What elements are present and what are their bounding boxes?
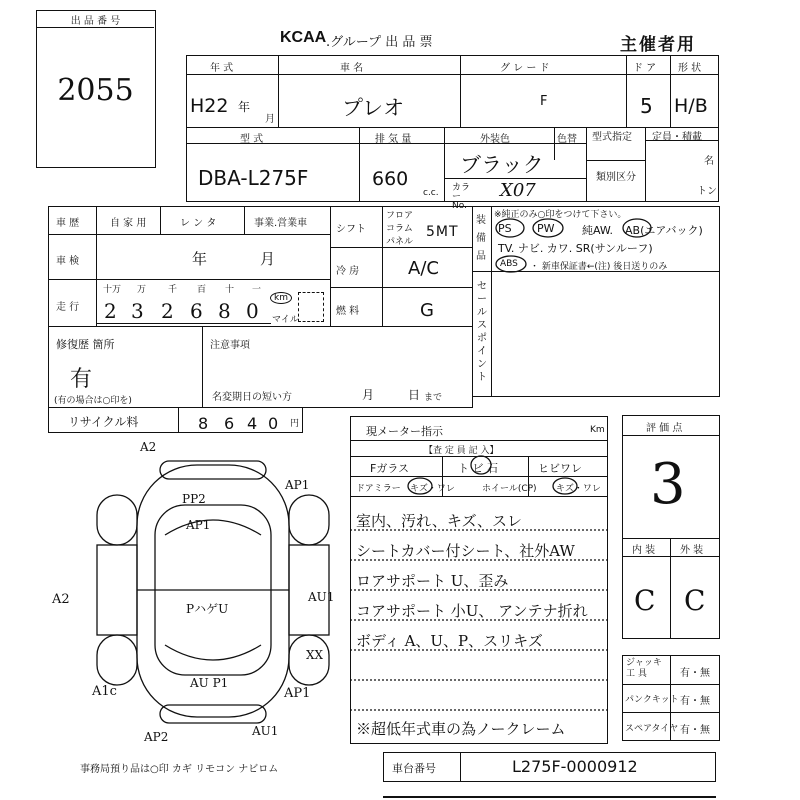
recycle-digit-3: 0 bbox=[268, 414, 279, 433]
shift-opt-column: コラム bbox=[386, 224, 413, 234]
shape-value: H/B bbox=[674, 95, 708, 117]
diagram-mark-13: AU1 bbox=[252, 724, 279, 738]
extra-puncture-label: パンクキット bbox=[625, 695, 679, 705]
shaken-year: 年 bbox=[192, 250, 208, 268]
chassis-value: L275F-0000912 bbox=[512, 757, 638, 776]
diagram-mark-5: A2 bbox=[52, 592, 70, 607]
brand-logo: KCAA bbox=[280, 29, 327, 46]
ac-value: A/C bbox=[408, 258, 439, 279]
doors-label: ド ア bbox=[633, 63, 657, 74]
fuel-label: 燃 料 bbox=[336, 306, 360, 317]
mileage-label: 走 行 bbox=[56, 302, 80, 313]
capacity-label: 定員・積載 bbox=[652, 132, 702, 143]
mileage-digit-0: 2 bbox=[104, 299, 117, 323]
chassis-label: 車台番号 bbox=[392, 762, 436, 775]
grade-label: グ レ ー ド bbox=[500, 63, 550, 74]
sales-point-label: セールスポイント bbox=[477, 281, 487, 383]
repair-label: 修復歴 箇所 bbox=[56, 338, 115, 351]
inspect-wheel: ホイール(CP) bbox=[482, 484, 537, 494]
diagram-mark-6: PハゲU bbox=[186, 602, 229, 616]
diagram-mark-1: A2 bbox=[140, 440, 157, 454]
mileage-unit-3: 百 bbox=[197, 285, 207, 295]
repair-note: (有の場合は○印を) bbox=[54, 396, 132, 406]
inspect-fglass: Fガラス bbox=[370, 462, 409, 475]
make-value: プレオ bbox=[342, 96, 405, 120]
equipment-note: ※純正のみ○印をつけて下さい。 bbox=[494, 210, 627, 220]
history-label: 車 歴 bbox=[56, 218, 80, 229]
mileage-digit-5: 0 bbox=[246, 299, 259, 323]
inspect-mirror-val: キズ・ワレ bbox=[410, 484, 455, 494]
extra-jack-label: ジャッキ 工 具 bbox=[626, 658, 662, 679]
organizer-label: 主催者用 bbox=[620, 35, 696, 55]
equip-line3: ・ 新車保証書←(注) 後日送りのみ bbox=[530, 262, 668, 272]
year-value: H22 bbox=[190, 95, 229, 117]
rename-month: 月 bbox=[362, 388, 375, 402]
recycle-label: リサイクル料 bbox=[68, 415, 139, 429]
diagram-mark-3: PP2 bbox=[182, 492, 206, 506]
class-label: 類別区分 bbox=[596, 172, 636, 183]
recycle-digit-2: 4 bbox=[247, 414, 258, 433]
color-no-label: カラー No. bbox=[452, 183, 471, 211]
history-opt-private: 自 家 用 bbox=[110, 218, 147, 229]
rename-day: 日 bbox=[408, 388, 421, 402]
mileage-digit-2: 2 bbox=[161, 299, 174, 323]
year-unit: 年 bbox=[238, 100, 251, 114]
recycle-digit-0: 8 bbox=[198, 414, 209, 433]
diagram-mark-7: AU1 bbox=[308, 590, 335, 604]
notes-label: 注意事項 bbox=[210, 340, 250, 351]
lot-number: 2055 bbox=[57, 73, 134, 108]
diagram-mark-12: AP2 bbox=[144, 730, 169, 744]
shaken-label: 車 検 bbox=[56, 256, 80, 267]
mile-unit: マイル bbox=[272, 315, 299, 325]
history-opt-business: 事業.営業車 bbox=[254, 218, 308, 229]
diagram-mark-9: AU P1 bbox=[190, 676, 229, 690]
inspect-title: 【査 定 員 記 入】 bbox=[424, 446, 499, 456]
equip-pw: PW bbox=[537, 222, 555, 235]
color-value: ブラック bbox=[460, 153, 544, 177]
remark-1: 室内、汚れ、キズ、スレ bbox=[356, 512, 523, 530]
score-label: 評 価 点 bbox=[646, 423, 683, 434]
doors-value: 5 bbox=[640, 94, 653, 118]
remark-footer: ※超低年式車の為ノークレーム bbox=[356, 720, 566, 738]
mileage-digit-1: 3 bbox=[131, 299, 144, 323]
form-title: .グループ 出 品 票 bbox=[326, 35, 433, 50]
mileage-unit-0: 十万 bbox=[103, 285, 122, 295]
sales-point-block bbox=[472, 271, 720, 397]
inspect-wheel-val: キズ・ワレ bbox=[556, 484, 601, 494]
extra-puncture-value: 有・無 bbox=[680, 696, 710, 707]
exterior-label: 外 装 bbox=[680, 545, 704, 556]
equip-abs: ABS bbox=[500, 259, 518, 269]
remark-4: コアサポート 小U、 アンテナ折れ bbox=[356, 602, 588, 620]
interior-label: 内 装 bbox=[632, 545, 656, 556]
capacity-unit-persons: 名 bbox=[704, 156, 714, 167]
fuel-value: G bbox=[420, 300, 434, 321]
shift-opt-panel: パネル bbox=[386, 237, 414, 247]
color-label: 外装色 bbox=[480, 134, 510, 145]
equip-ab: AB(エアバック) bbox=[625, 224, 703, 237]
diagram-mark-4: AP1 bbox=[186, 518, 211, 532]
rename-label: 名変期日の短い方 bbox=[212, 392, 292, 403]
year-label: 年 式 bbox=[210, 63, 234, 74]
diagram-mark-8: XX bbox=[306, 648, 324, 662]
shaken-month: 月 bbox=[260, 250, 276, 268]
shape-label: 形 状 bbox=[678, 63, 702, 74]
diagram-mark-10: A1c bbox=[92, 684, 117, 699]
remark-2: シートカバー付シート、社外AW bbox=[356, 542, 575, 560]
shift-value: 5MT bbox=[426, 224, 459, 240]
displacement-value: 660 bbox=[372, 168, 409, 190]
diagram-mark-2: AP1 bbox=[285, 478, 310, 492]
extra-jack-value: 有・無 bbox=[680, 668, 710, 679]
type-spec-label: 型式指定 bbox=[592, 132, 632, 143]
ac-label: 冷 房 bbox=[336, 266, 360, 277]
interior-value: C bbox=[634, 584, 656, 617]
mileage-unit-1: 万 bbox=[137, 285, 147, 295]
mileage-unit-4: 十 bbox=[225, 285, 235, 295]
shift-label: シフト bbox=[336, 224, 366, 235]
remark-3: ロアサポート U、歪み bbox=[356, 572, 509, 590]
mileage-digit-3: 6 bbox=[190, 299, 203, 323]
model-value: DBA-L275F bbox=[198, 166, 309, 190]
score-value: 3 bbox=[650, 452, 686, 517]
mileage-digit-4: 8 bbox=[218, 299, 231, 323]
km-unit: km bbox=[270, 292, 292, 304]
inspect-crack: ヒビワレ bbox=[538, 462, 582, 475]
mileage-unit-5: 一 bbox=[252, 285, 262, 295]
history-opt-rental: レ ン タ bbox=[180, 218, 217, 229]
diagram-mark-11: AP1 bbox=[284, 686, 311, 701]
remark-5: ボディ A、U、P、スリキズ bbox=[356, 632, 543, 650]
extra-spare-label: スペアタイヤ bbox=[625, 724, 679, 734]
equip-line2: TV. ナビ. カワ. SR(サンルーフ) bbox=[498, 242, 653, 255]
grade-value: F bbox=[540, 94, 548, 109]
make-label: 車 名 bbox=[340, 63, 364, 74]
color-no-value: X07 bbox=[500, 180, 536, 201]
month-unit: 月 bbox=[265, 114, 275, 125]
repair-value: 有 bbox=[70, 367, 93, 392]
rename-until: まで bbox=[424, 393, 443, 403]
inspect-chip: ト ビ 石 bbox=[458, 462, 498, 475]
recycle-unit: 円 bbox=[290, 419, 300, 429]
model-label: 型 式 bbox=[240, 134, 264, 145]
capacity-unit-tons: トン bbox=[697, 186, 717, 197]
meter-label: 現メーター指示 bbox=[366, 425, 443, 438]
equipment-circles bbox=[0, 0, 800, 300]
inspect-mirror: ドアミラー bbox=[356, 484, 401, 494]
exterior-value: C bbox=[684, 584, 706, 617]
extra-spare-value: 有・無 bbox=[680, 725, 710, 736]
shift-opt-floor: フロア bbox=[386, 211, 414, 221]
recycle-digit-1: 6 bbox=[224, 414, 235, 433]
office-note: 事務局預り品は○印 カギ リモコン ナビロム bbox=[80, 764, 279, 775]
equip-aw: 純AW. bbox=[582, 224, 614, 237]
color-change-label: 色替 bbox=[557, 134, 577, 145]
meter-unit: Km bbox=[590, 425, 605, 435]
lot-number-label: 出 品 番 号 bbox=[37, 12, 154, 28]
cc-unit: c.c. bbox=[423, 188, 439, 198]
equipment-label: 装 備 品 bbox=[476, 215, 486, 262]
equip-ps: PS bbox=[498, 222, 512, 235]
displacement-label: 排 気 量 bbox=[375, 134, 412, 145]
mileage-unit-2: 千 bbox=[168, 285, 178, 295]
